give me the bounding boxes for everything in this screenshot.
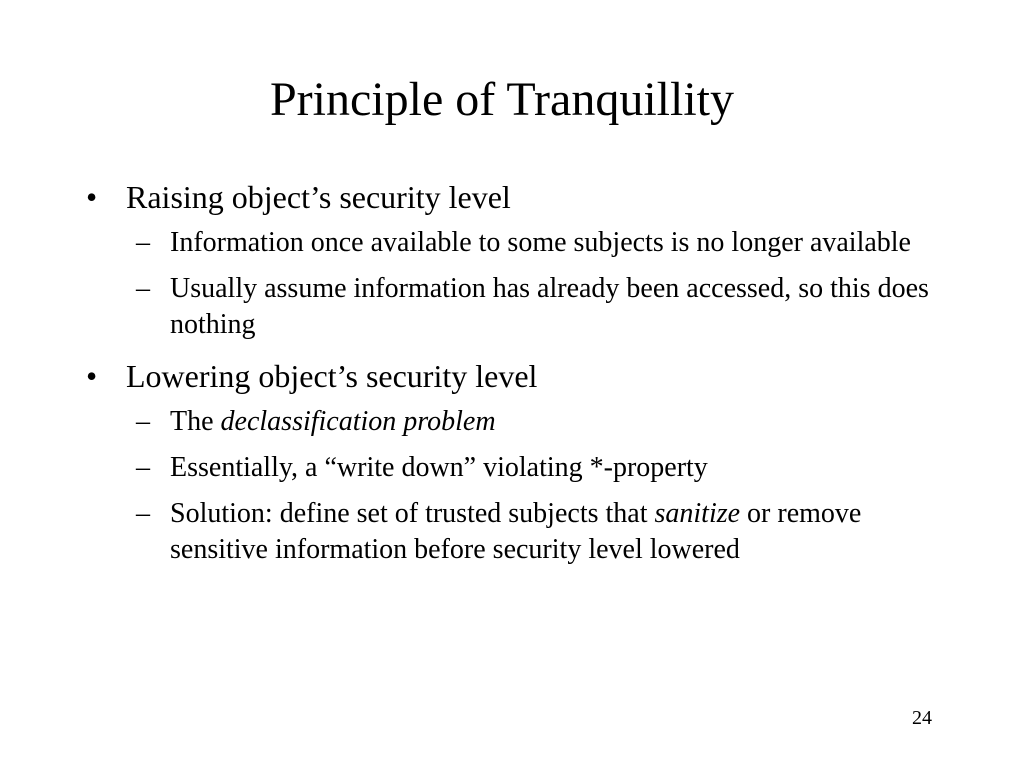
sub-bullet-info-no-longer-available bbox=[136, 225, 966, 261]
sub-bullet-solution bbox=[136, 496, 966, 568]
dash-icon: – bbox=[136, 227, 150, 258]
bullet-raising-security-level bbox=[86, 178, 966, 216]
text-italic: sanitize bbox=[654, 498, 741, 529]
sub-bullet-text: Essentially, a “write down” violating *-property bbox=[170, 452, 708, 483]
text-plain: or remove sensitive information before security level lowered bbox=[170, 498, 862, 565]
bullet-text: Lowering object’s security level bbox=[126, 358, 538, 394]
text-italic: declassification problem bbox=[220, 406, 496, 437]
sub-bullet-declassification-problem bbox=[136, 404, 966, 440]
sub-bullet-already-accessed bbox=[136, 271, 966, 343]
bullet-icon: • bbox=[86, 179, 98, 215]
text-plain: The bbox=[170, 406, 221, 437]
slide-body bbox=[86, 178, 966, 578]
sub-bullet-write-down bbox=[136, 450, 966, 486]
dash-icon: – bbox=[136, 406, 150, 437]
sub-bullet-text: Usually assume information has already been accessed, so this does nothing bbox=[170, 273, 929, 340]
dash-icon: – bbox=[136, 498, 150, 529]
text-plain: Solution: define set of trusted subjects that bbox=[170, 498, 655, 529]
bullet-lowering-security-level bbox=[86, 357, 966, 395]
sub-bullet-text: Information once available to some subjects is no longer available bbox=[170, 227, 911, 258]
sub-bullet-text bbox=[170, 498, 861, 565]
bullet-icon: • bbox=[86, 358, 98, 394]
dash-icon: – bbox=[136, 452, 150, 483]
sub-bullet-text bbox=[170, 406, 496, 437]
bullet-text: Raising object’s security level bbox=[126, 179, 511, 215]
page-number: 24 bbox=[912, 707, 932, 729]
slide-title: Principle of Tranquillity bbox=[269, 73, 734, 126]
dash-icon: – bbox=[136, 273, 150, 304]
